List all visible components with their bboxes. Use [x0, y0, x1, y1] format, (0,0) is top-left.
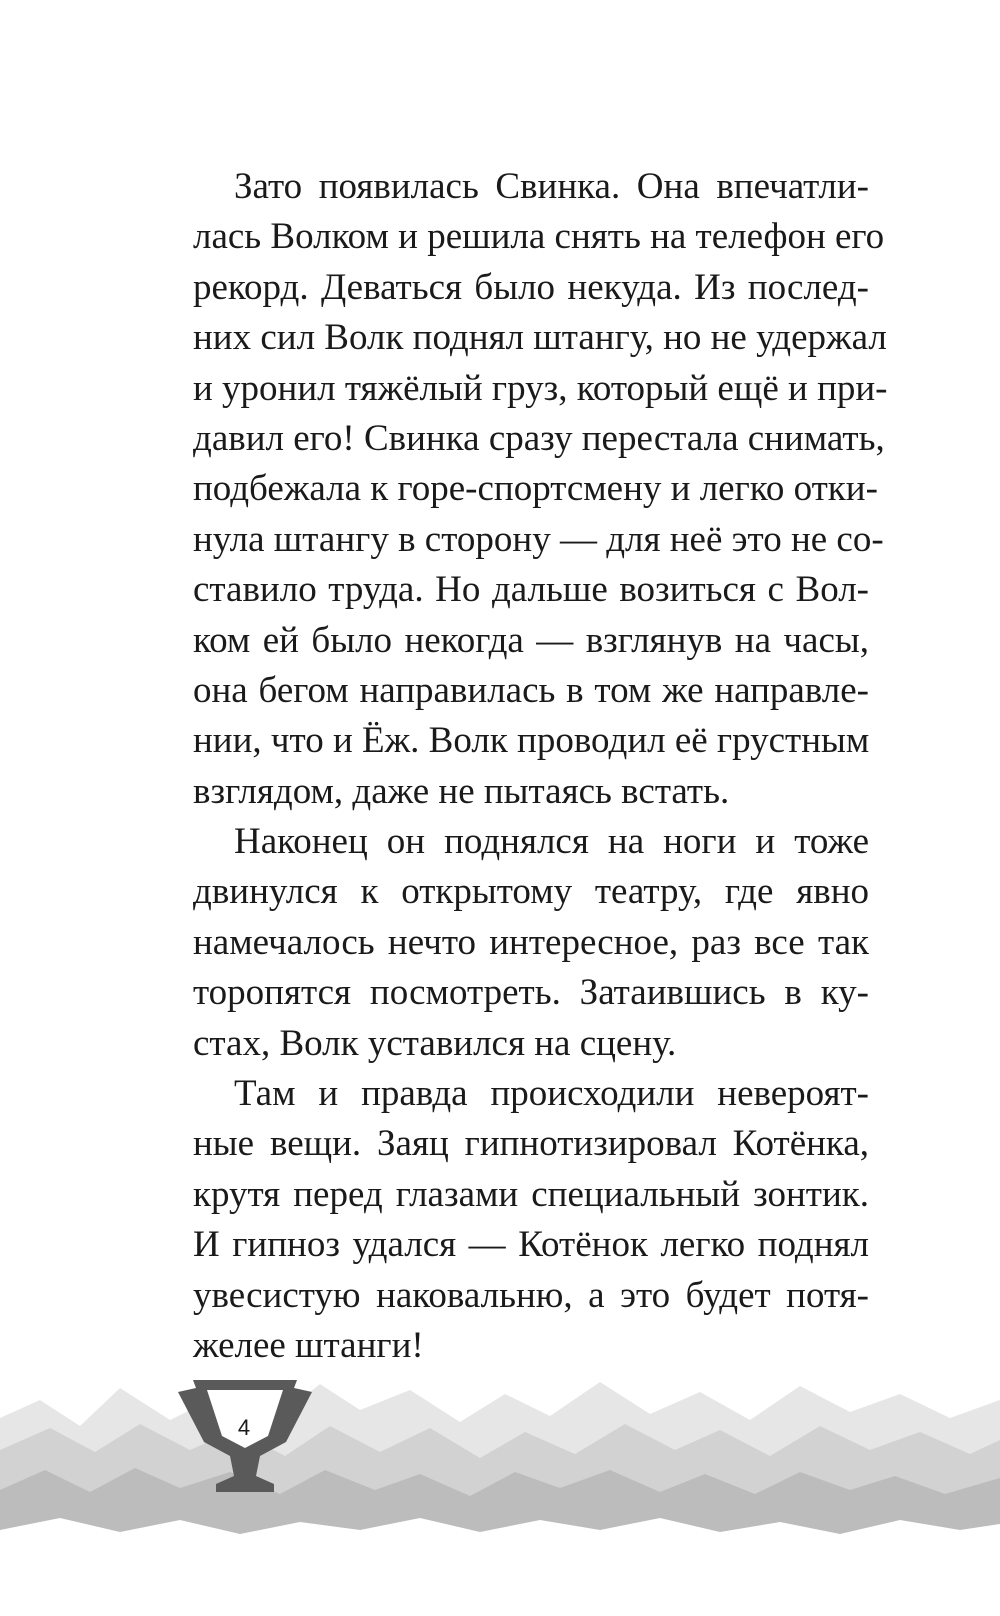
text-line: ставило труда. Но дальше возиться с Вол- — [193, 569, 869, 611]
text-line: нии, что и Ёж. Волк проводил её грустным — [193, 720, 870, 762]
paragraph-3 — [193, 1069, 869, 1371]
text-line: она бегом направилась в том же направле- — [193, 669, 869, 711]
text-line: давил его! Свинка сразу перестала снимать, — [193, 417, 885, 459]
text-line: подбежала к горе-спортсмену и легко отки- — [193, 468, 878, 510]
text-line: них сил Волк поднял штангу, но не удержал — [193, 317, 887, 359]
text-line: нула штангу в сторону — для неё это не со- — [193, 518, 884, 560]
ground-fill — [0, 1518, 1000, 1616]
text-line: желее штанги! — [193, 1324, 424, 1366]
text-line: намечалось нечто интересное, раз все так — [193, 921, 869, 963]
text-line: ком ей было некогда — взглянув на часы, — [193, 619, 869, 661]
text-line: Зато появилась Свинка. Она впечатли- — [234, 166, 869, 207]
text-line: торопятся посмотреть. Затаившись в ку- — [193, 972, 869, 1014]
text-line: стах, Волк уставился на сцену. — [193, 1022, 677, 1064]
text-line: двинулся к открытому театру, где явно — [193, 871, 869, 913]
paragraph-2 — [193, 817, 869, 1069]
mountain-footer-decoration — [0, 1380, 1000, 1616]
text-line: взглядом, даже не пытаясь встать. — [193, 770, 730, 812]
page-number: 4 — [237, 1415, 251, 1440]
text-line: и уронил тяжёлый груз, который ещё и при- — [193, 367, 888, 409]
body-text — [193, 162, 888, 1371]
paragraph-1 — [193, 162, 888, 817]
text-line: увесистую наковальню, а это будет потя- — [193, 1274, 869, 1316]
text-line: крутя перед глазами специальный зонтик. — [193, 1173, 869, 1215]
text-line: рекорд. Деваться было некуда. Из послед- — [193, 266, 869, 308]
text-line: И гипноз удался — Котёнок легко поднял — [193, 1224, 869, 1266]
text-line: Там и правда происходили невероят- — [234, 1073, 869, 1115]
text-line: ные вещи. Заяц гипнотизировал Котёнка, — [193, 1123, 869, 1165]
text-line: Наконец он поднялся на ноги и тоже — [234, 821, 869, 863]
text-line: лась Волком и решила снять на телефон его — [193, 216, 885, 258]
